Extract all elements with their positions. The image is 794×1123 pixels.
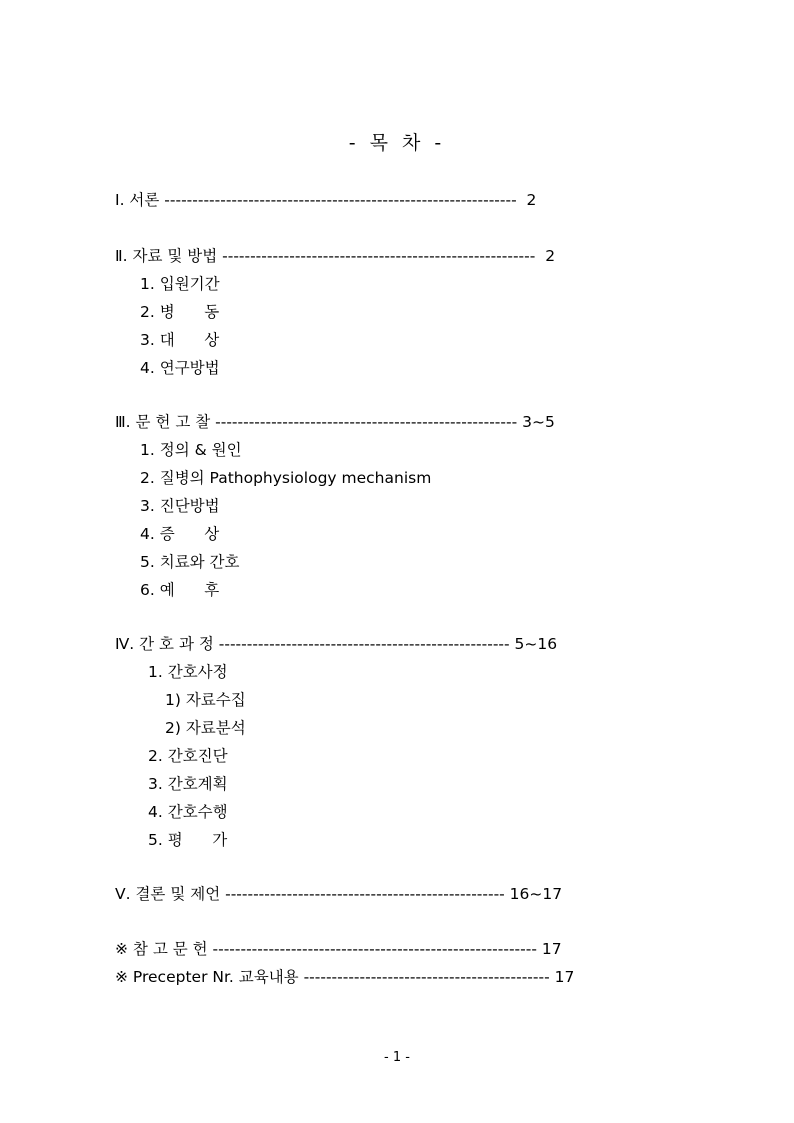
toc-entry-conclusion: Ⅴ. 결론 및 제언 -------------------------------------------------- 16~17 xyxy=(115,885,563,903)
toc-entry-introduction: Ⅰ. 서론 --------------------------------------------------------------- 2 xyxy=(115,191,537,209)
toc-subentry: 3. 대 상 xyxy=(140,331,220,349)
toc-entry-preceptor-education: ※ Precepter Nr. 교육내용 -------------------------------------------- 17 xyxy=(115,968,575,986)
toc-entry-references: ※ 참 고 문 헌 ---------------------------------------------------------- 17 xyxy=(115,940,562,958)
toc-subentry: 5. 평 가 xyxy=(148,831,228,849)
toc-subsubentry: 2) 자료분석 xyxy=(165,719,246,737)
toc-subentry: 2. 간호진단 xyxy=(148,747,228,765)
toc-subentry: 1. 정의 & 원인 xyxy=(140,441,242,459)
page-number: - 1 - xyxy=(384,1050,410,1065)
toc-subentry: 1. 간호사정 xyxy=(148,663,228,681)
toc-subentry: 4. 증 상 xyxy=(140,525,220,543)
toc-subentry: 2. 질병의 Pathophysiology mechanism xyxy=(140,469,432,487)
toc-title: - 목 차 - xyxy=(348,132,446,154)
toc-subentry: 3. 진단방법 xyxy=(140,497,220,515)
toc-subentry: 1. 입원기간 xyxy=(140,275,220,293)
toc-entry-literature-review: Ⅲ. 문 헌 고 찰 ------------------------------------------------------ 3~5 xyxy=(115,413,555,431)
toc-subentry: 5. 치료와 간호 xyxy=(140,553,240,571)
toc-subentry: 4. 간호수행 xyxy=(148,803,228,821)
toc-subentry: 3. 간호계획 xyxy=(148,775,228,793)
toc-entry-nursing-process: Ⅳ. 간 호 과 정 ---------------------------------------------------- 5~16 xyxy=(115,635,558,653)
toc-subentry: 6. 예 후 xyxy=(140,581,220,599)
toc-subentry: 4. 연구방법 xyxy=(140,359,220,377)
toc-subentry: 2. 병 동 xyxy=(140,303,220,321)
toc-entry-materials-methods: Ⅱ. 자료 및 방법 -------------------------------------------------------- 2 xyxy=(115,247,556,265)
toc-subsubentry: 1) 자료수집 xyxy=(165,691,246,709)
